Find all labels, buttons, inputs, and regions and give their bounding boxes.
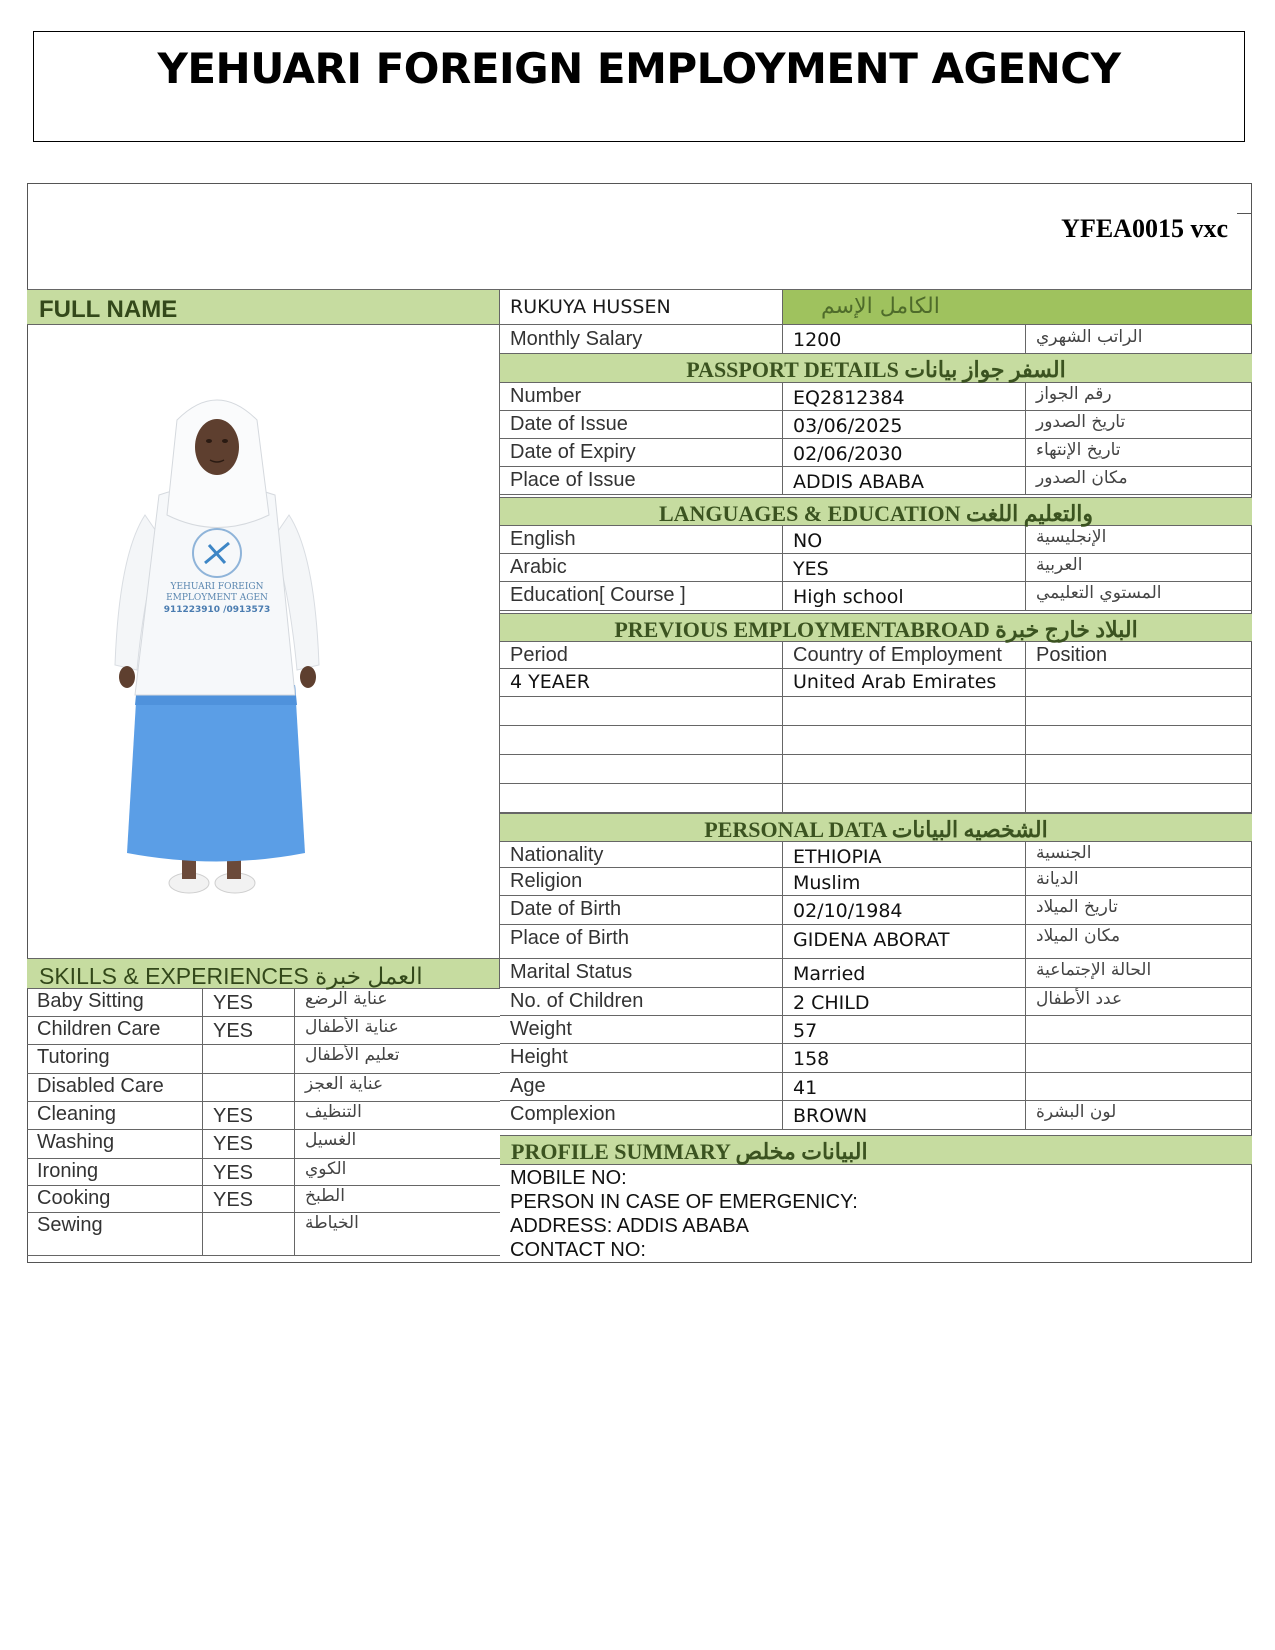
candidate-photo	[27, 325, 499, 958]
passport-arabic: تاريخ الإنتهاء	[1036, 440, 1121, 460]
skill-label: Washing	[37, 1131, 115, 1153]
personal-row	[500, 1016, 1252, 1044]
employment-band	[500, 613, 1252, 642]
personal-arabic: الديانة	[1036, 869, 1079, 889]
personal-label: Weight	[510, 1018, 572, 1040]
personal-label: Marital Status	[510, 961, 633, 983]
personal-row	[500, 1073, 1252, 1101]
employment-row	[500, 726, 1252, 755]
employment-column-header: Country of Employment	[793, 644, 1002, 666]
language-value: NO	[793, 530, 823, 552]
full-name-label: FULL NAME	[39, 296, 178, 323]
languages-band	[500, 497, 1252, 526]
shirt-text-line-2: EMPLOYMENT AGEN	[166, 593, 268, 603]
skill-value: YES	[213, 1133, 254, 1155]
employment-row	[500, 755, 1252, 784]
personal-heading: PERSONAL DATA الشخصيه البيانات	[704, 817, 1048, 842]
employment-cell: United Arab Emirates	[793, 671, 997, 693]
skill-arabic: تعليم الأطفال	[305, 1045, 400, 1065]
personal-arabic: الجنسية	[1036, 843, 1092, 863]
passport-arabic: مكان الصدور	[1036, 468, 1128, 488]
employment-row	[500, 784, 1252, 813]
salary-row	[500, 325, 1252, 354]
skill-row	[27, 1074, 500, 1102]
skill-value: YES	[213, 1189, 254, 1211]
personal-band	[500, 813, 1252, 842]
personal-arabic: لون البشرة	[1036, 1102, 1117, 1122]
personal-row	[500, 842, 1252, 868]
language-row	[500, 582, 1252, 611]
profile-heading: PROFILE SUMMARY البيانات مخلص	[511, 1139, 868, 1164]
salary-value: 1200	[793, 329, 842, 351]
passport-row	[500, 383, 1252, 411]
personal-value: 2 CHILD	[793, 992, 870, 1014]
language-label: Education[ Course ]	[510, 584, 686, 606]
personal-value: Married	[793, 963, 866, 985]
languages-heading: LANGUAGES & EDUCATION والتعليم اللغت	[658, 501, 1094, 526]
personal-label: Religion	[510, 870, 583, 892]
agency-title: YEHUARI FOREIGN EMPLOYMENT AGENCY	[157, 44, 1121, 93]
skill-row	[27, 1186, 500, 1213]
shirt-text-line-1: YEHUARI FOREIGN	[170, 582, 264, 592]
skill-value: YES	[213, 1020, 254, 1042]
passport-band	[500, 353, 1252, 383]
employment-heading: PREVIOUS EMPLOYMENTABROAD البلاد خارج خبرة	[614, 617, 1138, 642]
skill-row	[27, 1102, 500, 1130]
personal-row	[500, 1101, 1252, 1130]
passport-row	[500, 411, 1252, 439]
employment-column-header: Position	[1036, 644, 1108, 666]
personal-value: BROWN	[793, 1105, 868, 1127]
skill-label: Disabled Care	[37, 1075, 164, 1097]
passport-row	[500, 439, 1252, 467]
personal-label: Height	[510, 1046, 568, 1068]
reference-code: YFEA0015 vxc	[1061, 214, 1228, 243]
full-name-arabic-cell	[783, 289, 1252, 325]
skill-row	[27, 1017, 500, 1045]
passport-label: Date of Issue	[510, 413, 628, 435]
personal-label: Nationality	[510, 844, 604, 866]
skills-band	[27, 958, 500, 989]
employment-header-row	[500, 642, 1252, 669]
personal-value: 41	[793, 1077, 818, 1099]
personal-row	[500, 868, 1252, 896]
employment-cell: 4 YEAER	[510, 671, 590, 693]
passport-value: ADDIS ABABA	[793, 471, 925, 493]
personal-row	[500, 896, 1252, 925]
language-arabic: العربية	[1036, 555, 1083, 575]
passport-label: Number	[510, 385, 582, 407]
skill-label: Cleaning	[37, 1103, 116, 1125]
skill-arabic: عناية الرضع	[305, 989, 388, 1009]
reference-rule	[1237, 213, 1251, 214]
full-name-value-cell	[500, 289, 783, 325]
personal-label: Age	[510, 1075, 546, 1097]
personal-label: Complexion	[510, 1103, 616, 1125]
skills-heading: SKILLS & EXPERIENCES العمل خبرة	[39, 963, 423, 989]
passport-row	[500, 467, 1252, 495]
salary-label: Monthly Salary	[510, 328, 643, 350]
personal-arabic: مكان الميلاد	[1036, 926, 1121, 946]
skill-arabic: الخياطة	[305, 1213, 359, 1233]
agency-header-box	[33, 31, 1245, 142]
full-name-label-band	[27, 289, 500, 325]
personal-value: GIDENA ABORAT	[793, 929, 950, 951]
language-value: High school	[793, 586, 904, 608]
personal-arabic: عدد الأطفال	[1036, 989, 1123, 1009]
skill-arabic: التنظيف	[305, 1102, 362, 1122]
skill-label: Sewing	[37, 1214, 103, 1236]
profile-address: ADDRESS: ADDIS ABABA	[510, 1215, 749, 1237]
skill-row	[27, 1159, 500, 1186]
skill-row	[27, 1130, 500, 1159]
personal-value: 158	[793, 1048, 830, 1070]
passport-arabic: رقم الجواز	[1036, 384, 1112, 404]
personal-row	[500, 959, 1252, 988]
skill-row	[27, 1213, 500, 1256]
language-label: Arabic	[510, 556, 567, 578]
passport-heading: PASSPORT DETAILS السفر جواز بيانات	[686, 357, 1066, 382]
personal-row	[500, 1044, 1252, 1073]
profile-mobile: MOBILE NO:	[510, 1167, 627, 1189]
shirt-text-line-3: 911223910 /0913573	[163, 605, 271, 615]
language-row	[500, 526, 1252, 554]
full-name-arabic: الكامل الإسم	[821, 294, 940, 319]
employment-row	[500, 697, 1252, 726]
passport-value: 03/06/2025	[793, 415, 903, 437]
skill-label: Children Care	[37, 1018, 161, 1040]
photo-area	[27, 325, 500, 958]
personal-label: No. of Children	[510, 990, 644, 1012]
skill-arabic: الغسيل	[305, 1130, 357, 1150]
language-label: English	[510, 528, 576, 550]
skill-label: Ironing	[37, 1160, 99, 1182]
personal-value: ETHIOPIA	[793, 846, 882, 868]
skill-value: YES	[213, 1105, 254, 1127]
skill-value: YES	[213, 1162, 254, 1184]
language-row	[500, 554, 1252, 582]
skill-arabic: الطبخ	[305, 1186, 345, 1206]
profile-band	[500, 1135, 1252, 1165]
passport-value: 02/06/2030	[793, 443, 903, 465]
personal-label: Date of Birth	[510, 898, 622, 920]
language-arabic: المستوي التعليمي	[1036, 583, 1162, 603]
personal-value: 02/10/1984	[793, 900, 903, 922]
profile-contact: CONTACT NO:	[510, 1239, 646, 1261]
personal-arabic: الحالة الإجتماعية	[1036, 960, 1152, 980]
passport-label: Date of Expiry	[510, 441, 636, 463]
profile-summary	[500, 1165, 1252, 1263]
language-value: YES	[793, 558, 829, 580]
skill-row	[27, 989, 500, 1017]
personal-label: Place of Birth	[510, 927, 629, 949]
skill-arabic: الكوي	[305, 1159, 347, 1179]
employment-row	[500, 669, 1252, 697]
skill-label: Baby Sitting	[37, 990, 144, 1012]
skill-label: Tutoring	[37, 1046, 110, 1068]
skill-arabic: عناية الأطفال	[305, 1017, 399, 1037]
passport-label: Place of Issue	[510, 469, 636, 491]
personal-row	[500, 988, 1252, 1016]
skill-value: YES	[213, 992, 254, 1014]
skill-arabic: عناية العجز	[305, 1074, 384, 1094]
passport-arabic: تاريخ الصدور	[1036, 412, 1126, 432]
full-name-value: RUKUYA HUSSEN	[510, 296, 671, 318]
salary-arabic: الراتب الشهري	[1036, 327, 1143, 347]
language-arabic: الإنجليسية	[1036, 527, 1107, 547]
personal-value: Muslim	[793, 872, 861, 894]
profile-emergency: PERSON IN CASE OF EMERGENICY:	[510, 1191, 858, 1213]
passport-value: EQ2812384	[793, 387, 905, 409]
skill-label: Cooking	[37, 1187, 111, 1209]
employment-column-header: Period	[510, 644, 568, 666]
personal-value: 57	[793, 1020, 818, 1042]
personal-row	[500, 925, 1252, 959]
skill-row	[27, 1045, 500, 1074]
personal-arabic: تاريخ الميلاد	[1036, 897, 1118, 917]
